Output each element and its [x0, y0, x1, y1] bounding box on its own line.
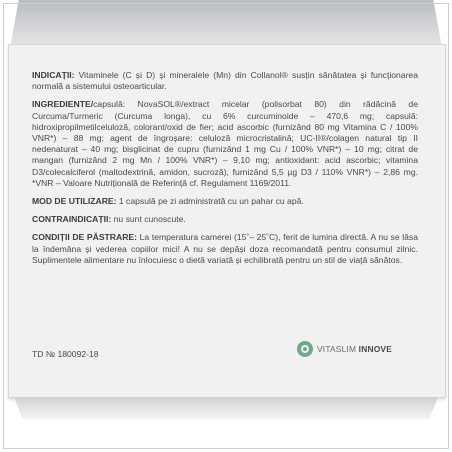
circle-logo-icon	[297, 341, 313, 357]
storage-heading: CONDIȚII DE PĂSTRARE:	[32, 232, 138, 243]
contraindications-section	[32, 214, 418, 225]
brand-logo	[297, 341, 392, 357]
label-text-block	[32, 70, 418, 273]
usage-section	[32, 196, 418, 207]
usage-heading: MOD DE UTILIZARE:	[32, 196, 117, 207]
brand-suffix: INNOVE	[358, 344, 392, 354]
storage-section	[32, 232, 418, 266]
usage-text: 1 capsulă pe zi administrată cu un pahar cu apă.	[116, 196, 304, 207]
storage-text: La temperatura camerei (15˚– 25˚C), ferit de lumina directă. A nu se lăsa la îndemâna și vederea copiilor mici! A nu se depăși doza recomandată pentru consumul zilnic. Suplimentele alimentare nu înlocuiesc o dietă variată și echilibrată pentru un stil de viață sănătos.	[32, 232, 419, 265]
contraindications-heading: CONTRAINDICAȚII:	[32, 214, 112, 225]
brand-prefix: VITASLIM	[317, 344, 359, 354]
ingredients-text: capsulă: NovaSOL®/extract micelar (polisorbat 80) din rădăcină de Curcuma/Turmeric (Curcuma longa), cu 6% curcuminoide – 470,6 mg; capsulă: hidroxipropilmetilceluloză, colorant/oxid de fier; acid ascorbic (furnizând 80 mg Vitamina C / 100% VNR*) – 88 mg; agent de îngroșare: celuloză microcristalină; UC-II®/colagen natural tip II nedenaturat – 40 mg; bisglicinat de cupru (furnizând 1 mg Cu / 100% VNR*) – 10 mg; citrat de mangan (furnizând 2 mg Mn / 100% VNR*) – 9,10 mg; antioxidant: acid ascorbic; vitamina D3/colecalciferol (maltodextrină, amidon, sucroză), furnizând 5,5 µg D3 / 110% VNR*) – 2,86 mg. *VNR – Valoare Nutrițională de Referință cf. Regulament 1169/2011.	[32, 99, 418, 188]
indications-text: Vitaminele (C și D) și mineralele (Mn) din Collanol® susțin sănătatea și funcționarea normală a sistemului osteoarticular.	[32, 70, 418, 92]
ingredients-heading: INGREDIENTE/	[32, 99, 94, 110]
indications-section	[32, 70, 418, 92]
brand-name	[317, 344, 392, 354]
ingredients-section	[32, 99, 418, 189]
contraindications-text: nu sunt cunoscute.	[111, 214, 186, 225]
box-top-flap	[10, 0, 442, 48]
box-bottom-flap	[14, 397, 438, 419]
td-number: TD № 180092-18	[32, 349, 99, 359]
indications-heading: INDICAȚII:	[32, 70, 75, 80]
